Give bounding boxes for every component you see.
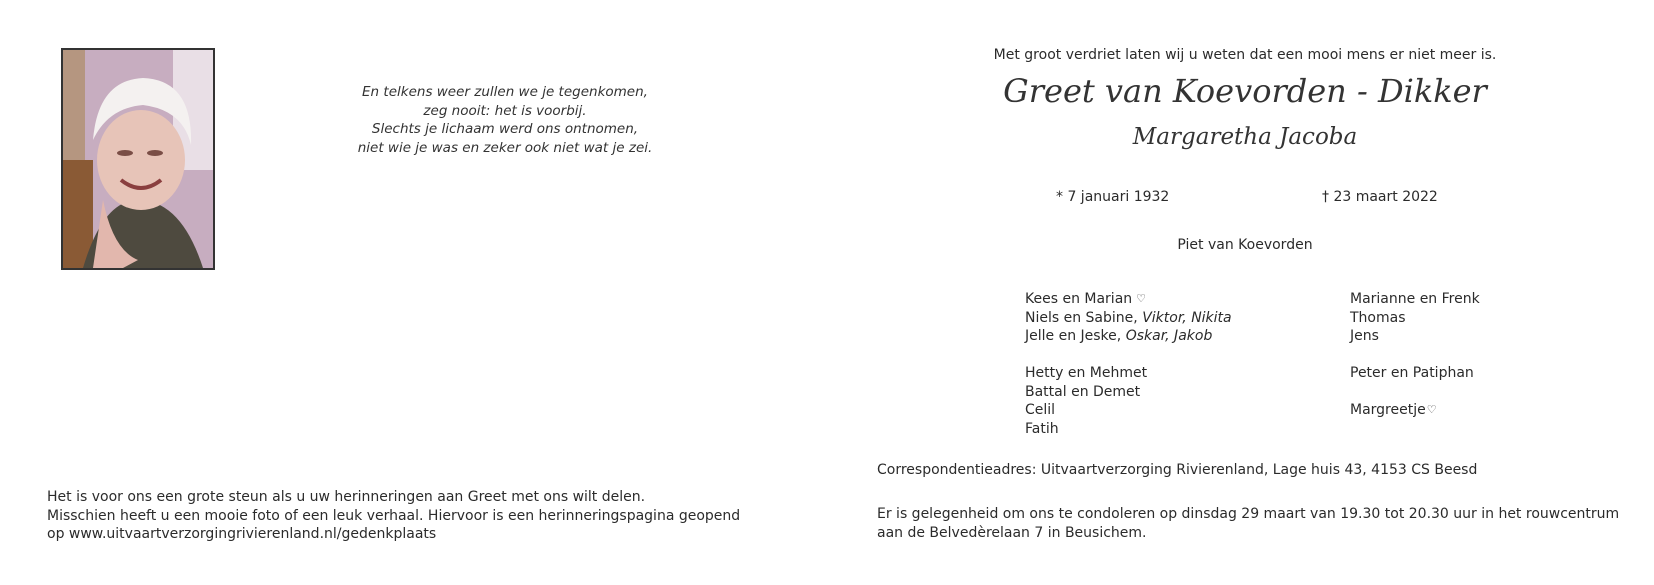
family-member: Kees en Marian ♡	[1025, 291, 1147, 307]
portrait-photo-icon	[63, 50, 213, 268]
family-member: Hetty en Mehmet	[1025, 365, 1148, 381]
family-member: Jelle en Jeske, Oskar, Jakob	[1025, 328, 1213, 344]
family-right-column	[1350, 290, 1480, 420]
condolence-line: aan de Belvedèrelaan 7 in Beusichem.	[877, 524, 1147, 541]
heart-icon: ♡	[1426, 403, 1437, 416]
memories-line: Misschien heeft u een mooie foto of een leuk verhaal. Hiervoor is een herinneringspagina geopend	[47, 507, 741, 524]
family-member: Margreetje♡	[1350, 402, 1437, 418]
family-member: Fatih	[1025, 420, 1059, 437]
deceased-given-names: Margaretha Jacoba	[1132, 124, 1358, 150]
condolence-info	[877, 505, 1619, 542]
announcement-intro: Met groot verdriet laten wij u weten dat een mooi mens er niet meer is.	[993, 47, 1497, 63]
family-member: Thomas	[1350, 309, 1406, 326]
memories-message	[47, 488, 740, 544]
poem-line: zeg nooit: het is voorbij.	[423, 102, 587, 119]
poem	[340, 83, 670, 157]
family-left-column	[1025, 290, 1232, 438]
memories-line: op www.uitvaartverzorgingrivierenland.nl/gedenkplaats	[47, 526, 437, 542]
family-member: Peter en Patiphan	[1350, 365, 1474, 381]
poem-line: niet wie je was en zeker ook niet wat je zei.	[357, 139, 653, 156]
family-member: Niels en Sabine, Viktor, Nikita	[1025, 309, 1232, 326]
birth-date: * 7 januari 1932	[1056, 189, 1170, 205]
correspondence-address: Correspondentieadres: Uitvaartverzorging Rivierenland, Lage huis 43, 4153 CS Beesd	[877, 462, 1478, 478]
poem-line: En telkens weer zullen we je tegenkomen,	[362, 84, 648, 100]
heart-icon: ♡	[1136, 292, 1147, 305]
condolence-line: Er is gelegenheid om ons te condoleren op dinsdag 29 maart van 19.30 tot 20.30 uur in het rouwcentrum	[877, 506, 1620, 522]
death-date: † 23 maart 2022	[1322, 189, 1438, 205]
portrait-photo	[61, 48, 215, 270]
family-member: Jens	[1350, 328, 1379, 344]
grandchildren: Viktor, Nikita	[1142, 309, 1232, 326]
grandchildren: Oskar, Jakob	[1125, 328, 1213, 344]
memories-line: Het is voor ons een grote steun als u uw herinneringen aan Greet met ons wilt delen.	[47, 489, 646, 505]
spouse-name: Piet van Koevorden	[1177, 237, 1313, 253]
family-member: Marianne en Frenk	[1350, 291, 1480, 307]
family-member: Celil	[1025, 402, 1056, 418]
family-member: Battal en Demet	[1025, 383, 1141, 400]
deceased-name: Greet van Koevorden - Dikker	[1003, 72, 1487, 110]
poem-line: Slechts je lichaam werd ons ontnomen,	[371, 121, 639, 137]
